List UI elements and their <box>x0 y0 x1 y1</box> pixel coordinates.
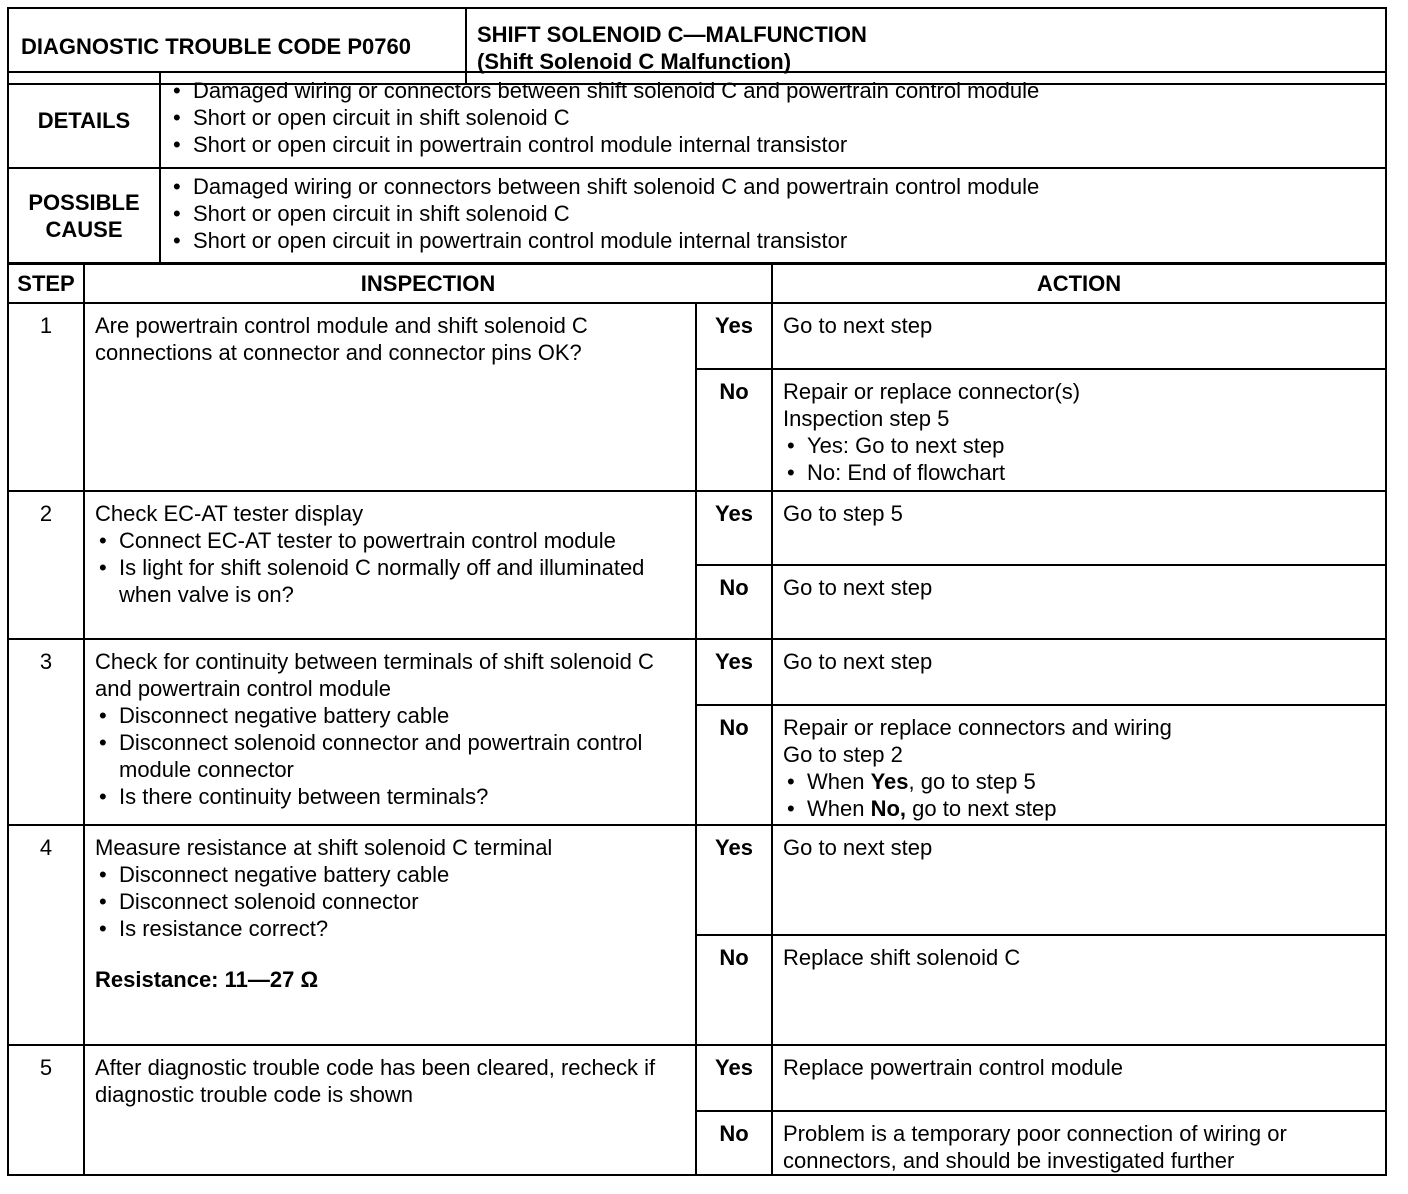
no-action-line: Inspection step 5 <box>783 406 950 431</box>
column-header-action: ACTION <box>772 263 1386 303</box>
step-bullets <box>95 861 687 942</box>
dtc-title-line2: (Shift Solenoid C Malfunction) <box>477 49 792 74</box>
no-action-item: • Yes: Go to next step <box>783 432 1377 459</box>
yes-action: Go to next step <box>772 825 1386 935</box>
details-item: • Damaged wiring or connectors between shift solenoid C and powertrain control module <box>169 77 1385 104</box>
column-header-step: STEP <box>8 263 84 303</box>
step-bullet: • Connect EC-AT tester to powertrain control module <box>95 527 687 554</box>
details-label: DETAILS <box>8 72 160 168</box>
no-action-line: Repair or replace connectors and wiring <box>783 715 1172 740</box>
yes-action: Go to next step <box>772 303 1386 369</box>
text-run: go to next step <box>906 796 1057 821</box>
yes-label: Yes <box>696 1045 772 1111</box>
text-run: When <box>807 769 871 794</box>
step-inspection <box>84 639 696 825</box>
yes-action: Replace powertrain control module <box>772 1045 1386 1111</box>
yes-label: Yes <box>696 639 772 705</box>
text-run-bold: Yes <box>870 769 909 794</box>
no-action-line: Go to step 2 <box>783 742 903 767</box>
no-action: Problem is a temporary poor connection of wiring or connectors, and should be investigated further <box>772 1111 1386 1175</box>
possible-cause-label-line1: POSSIBLE <box>28 190 140 215</box>
step-number: 3 <box>8 639 84 825</box>
step-inspection <box>84 825 696 1045</box>
cause-item: • Short or open circuit in shift solenoid C <box>169 200 1385 227</box>
no-action-item: • No: End of flowchart <box>783 459 1377 486</box>
step-question: Measure resistance at shift solenoid C terminal <box>95 835 553 860</box>
possible-cause-label-line2: CAUSE <box>45 217 123 242</box>
details-item: • Short or open circuit in powertrain control module internal transistor <box>169 131 1385 158</box>
no-label: No <box>696 1111 772 1175</box>
step-inspection <box>84 491 696 639</box>
no-label: No <box>696 369 772 491</box>
step-bullet: • Is there continuity between terminals? <box>95 783 687 810</box>
step-bullet: • Disconnect solenoid connector and powertrain control module connector <box>95 729 687 783</box>
yes-label: Yes <box>696 491 772 565</box>
step-question: Are powertrain control module and shift solenoid C connections at connector and connector pins OK? <box>95 313 588 365</box>
cause-item: • Short or open circuit in powertrain control module internal transistor <box>169 227 1385 254</box>
step-question: After diagnostic trouble code has been cleared, recheck if diagnostic trouble code is shown <box>95 1055 656 1107</box>
no-action-line: Repair or replace connector(s) <box>783 379 1081 404</box>
step-question: Check for continuity between terminals of shift solenoid C and powertrain control module <box>95 649 654 701</box>
no-action <box>772 705 1386 825</box>
step-bullet: • Disconnect negative battery cable <box>95 861 687 888</box>
details-list <box>161 73 1385 162</box>
steps-table <box>7 262 1387 1176</box>
yes-action: Go to next step <box>772 639 1386 705</box>
yes-action: Go to step 5 <box>772 491 1386 565</box>
possible-cause-content <box>160 168 1386 264</box>
no-action: Replace shift solenoid C <box>772 935 1386 1045</box>
no-action-item <box>783 768 1377 795</box>
details-item: • Short or open circuit in shift solenoid C <box>169 104 1385 131</box>
step-inspection <box>84 1045 696 1175</box>
no-label: No <box>696 565 772 639</box>
column-header-inspection: INSPECTION <box>84 263 772 303</box>
possible-cause-label <box>8 168 160 264</box>
no-label: No <box>696 705 772 825</box>
no-action-item <box>783 795 1377 822</box>
no-action <box>772 369 1386 491</box>
text-run: , go to step 5 <box>908 769 1036 794</box>
step-question: Check EC-AT tester display <box>95 501 364 526</box>
step-number: 1 <box>8 303 84 491</box>
dtc-code-label: DIAGNOSTIC TROUBLE CODE P0760 <box>8 8 466 84</box>
no-label: No <box>696 935 772 1045</box>
text-run: When <box>807 796 871 821</box>
no-action-list <box>783 432 1377 486</box>
details-cause-table <box>7 71 1387 265</box>
no-action-list <box>783 768 1377 822</box>
yes-label: Yes <box>696 303 772 369</box>
step-number: 5 <box>8 1045 84 1175</box>
resistance-spec: Resistance: 11—27 Ω <box>95 967 319 992</box>
step-number: 2 <box>8 491 84 639</box>
step-bullet: • Disconnect negative battery cable <box>95 702 687 729</box>
yes-label: Yes <box>696 825 772 935</box>
step-inspection <box>84 303 696 491</box>
step-bullet: • Disconnect solenoid connector <box>95 888 687 915</box>
step-bullets <box>95 527 687 608</box>
no-action: Go to next step <box>772 565 1386 639</box>
dtc-title-line1: SHIFT SOLENOID C—MALFUNCTION <box>477 22 867 47</box>
step-bullet: • Is light for shift solenoid C normally off and illuminated when valve is on? <box>95 554 687 608</box>
text-run-bold: No, <box>870 796 907 821</box>
step-bullet: • Is resistance correct? <box>95 915 687 942</box>
step-bullets <box>95 702 687 810</box>
step-number: 4 <box>8 825 84 1045</box>
details-content <box>160 72 1386 168</box>
cause-item: • Damaged wiring or connectors between shift solenoid C and powertrain control module <box>169 173 1385 200</box>
possible-cause-list <box>161 169 1385 258</box>
